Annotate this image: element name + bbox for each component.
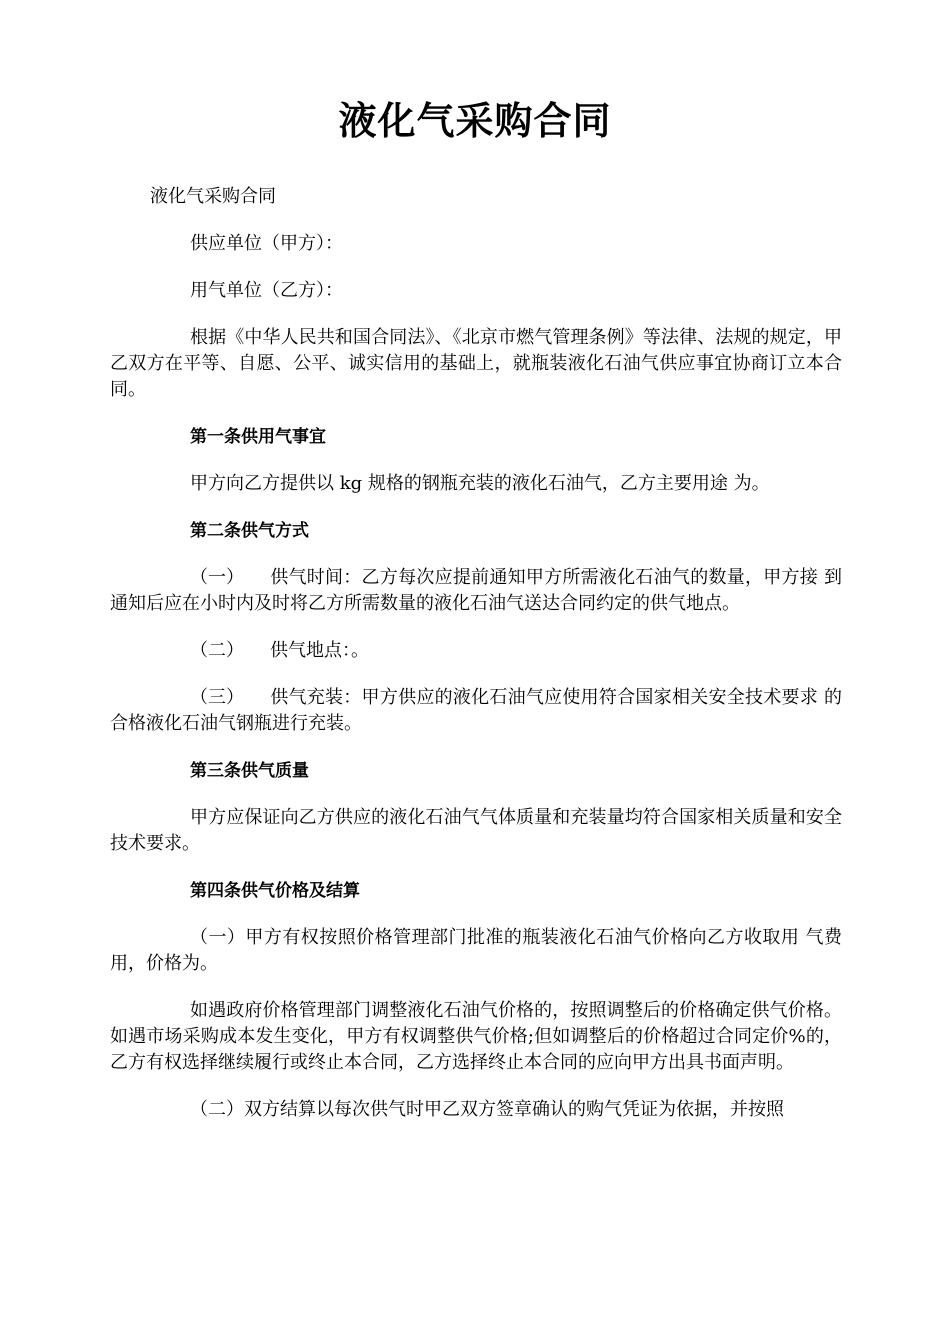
article-4-price-adjustment: 如遇政府价格管理部门调整液化石油气价格的，按照调整后的价格确定供气价格。如遇市场采购成本发生变化，甲方有权调整供气价格;但如调整后的价格超过合同定价%的，乙方有权选择继续履行或终止本合同，乙方选择终止本合同的应向甲方出具书面声明。 <box>110 1000 842 1073</box>
article-2-item-1 <box>110 565 842 617</box>
supplier-line: 供应单位（甲方）： <box>190 233 343 254</box>
item-text: 供气地点：。 <box>270 640 369 661</box>
article-2-item-2 <box>110 638 842 664</box>
article-3-heading: 第三条供气质量 <box>190 761 309 781</box>
intro-paragraph: 根据《中华人民共和国合同法》、《北京市燃气管理条例》等法律、法规的规定，甲乙双方在平等、自愿、公平、诚实信用的基础上，就瓶装液化石油气供应事宜协商订立本合同。 <box>110 327 842 400</box>
article-1-text: 甲方向乙方提供以 kg 规格的钢瓶充装的液化石油气，乙方主要用途 为。 <box>190 473 770 494</box>
article-2-item-3 <box>110 685 842 737</box>
contract-subtitle: 液化气采购合同 <box>150 186 276 207</box>
article-2-heading: 第二条供气方式 <box>190 521 309 541</box>
item-number: （二） <box>190 640 244 661</box>
consumer-line: 用气单位（乙方）： <box>190 280 343 301</box>
article-4-heading: 第四条供气价格及结算 <box>190 881 360 901</box>
article-4-item-2: （二）双方结算以每次供气时甲乙双方签章确认的购气凭证为依据，并按照 <box>190 1099 784 1120</box>
article-3-text: 甲方应保证向乙方供应的液化石油气气体质量和充装量均符合国家相关质量和安全技术要求。 <box>110 807 842 854</box>
article-1-heading: 第一条供用气事宜 <box>190 427 326 447</box>
article-4-item-1: （一）甲方有权按照价格管理部门批准的瓶装液化石油气价格向乙方收取用 气费用，价格为。 <box>110 927 842 974</box>
item-number: （三） <box>190 687 244 708</box>
document-title: 液化气采购合同 <box>338 99 612 143</box>
document-body <box>110 184 842 1144</box>
item-text: 供气充装：甲方供应的液化石油气应使用符合国家相关安全技术要求 的合格液化石油气钢瓶进行充装。 <box>110 687 842 734</box>
item-text: 供气时间：乙方每次应提前通知甲方所需液化石油气的数量，甲方接 到通知后应在小时内及时将乙方所需数量的液化石油气送达合同约定的供气地点。 <box>110 567 842 614</box>
item-number: （一） <box>190 567 244 588</box>
